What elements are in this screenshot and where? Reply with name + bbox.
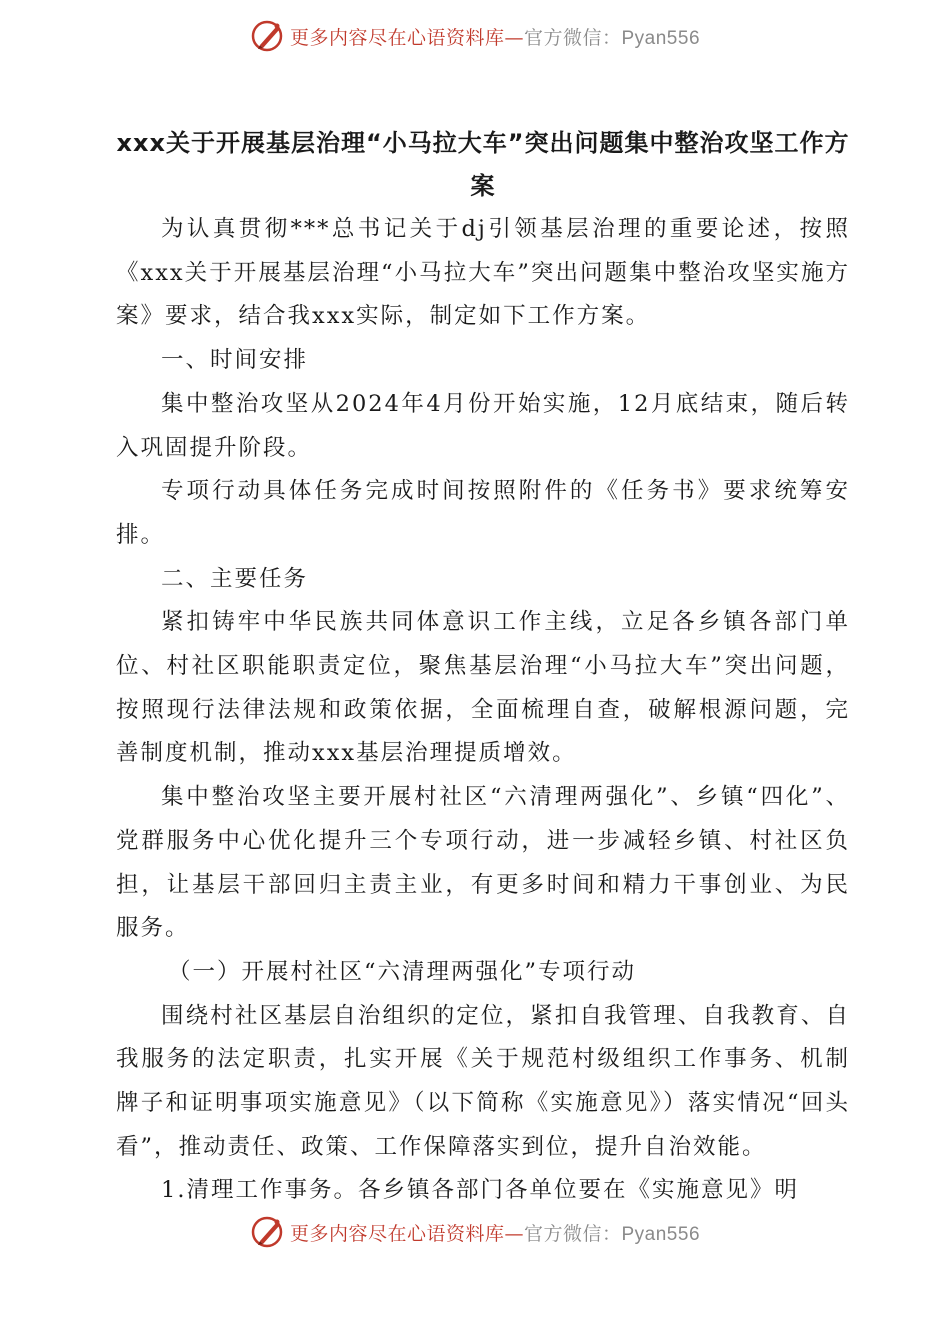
pen-logo-icon <box>250 1214 286 1250</box>
banner-main-text: 更多内容尽在心语资料库 <box>289 1222 505 1245</box>
schedule-paragraph-1: 集中整治攻坚从2024年4月份开始实施，12月底结束，随后转入巩固提升阶段。 <box>116 390 850 461</box>
banner-wechat-id: Pyan556 <box>621 27 701 49</box>
intro-paragraph: 为认真贯彻***总书记关于dj引领基层治理的重要论述，按照《xxx关于开展基层治理“小马拉大车”突出问题集中整治攻坚实施方案》要求，结合我xxx实际，制定如下工作方案。 <box>116 216 850 330</box>
banner-wechat-label: 官方微信： <box>523 26 622 49</box>
banner-wechat-id: Pyan556 <box>621 1223 701 1245</box>
banner-wechat-label: 官方微信： <box>523 1222 622 1245</box>
subsection-paragraph-2: 1.清理工作事务。各乡镇各部门各单位要在《实施意见》明 <box>161 1177 799 1204</box>
banner-main-text: 更多内容尽在心语资料库 <box>289 26 505 49</box>
document-title: xxx关于开展基层治理“小马拉大车”突出问题集中整治攻坚工作方案 <box>116 129 850 200</box>
document-body <box>116 122 850 1213</box>
banner-dash: — <box>504 1222 524 1245</box>
subsection-heading-1: （一）开展村社区“六清理两强化”专项行动 <box>168 958 637 985</box>
banner-text <box>290 23 700 50</box>
section-heading-schedule: 一、时间安排 <box>161 347 309 374</box>
banner-text <box>290 1219 700 1246</box>
tasks-paragraph-1: 紧扣铸牢中华民族共同体意识工作主线，立足各乡镇各部门单位、村社区职能职责定位，聚焦基层治理“小马拉大车”突出问题，按照现行法律法规和政策依据，全面梳理自查，破解根源问题，完善制度机制，推动xxx基层治理提质增效。 <box>116 609 850 767</box>
header-watermark-banner <box>0 16 950 56</box>
pen-logo-icon <box>250 18 286 54</box>
banner-dash: — <box>504 26 524 49</box>
section-heading-tasks: 二、主要任务 <box>161 565 309 592</box>
subsection-paragraph-1: 围绕村社区基层自治组织的定位，紧扣自我管理、自我教育、自我服务的法定职责，扎实开展《关于规范村级组织工作事务、机制牌子和证明事项实施意见》（以下简称《实施意见》）落实情况“回头看”，推动责任、政策、工作保障落实到位，提升自治效能。 <box>116 1002 850 1160</box>
schedule-paragraph-2: 专项行动具体任务完成时间按照附件的《任务书》要求统筹安排。 <box>116 478 850 548</box>
tasks-paragraph-2: 集中整治攻坚主要开展村社区“六清理两强化”、乡镇“四化”、党群服务中心优化提升三个专项行动，进一步减轻乡镇、村社区负担，让基层干部回归主责主业，有更多时间和精力干事创业、为民服务。 <box>116 784 850 942</box>
footer-watermark-banner <box>0 1212 950 1252</box>
